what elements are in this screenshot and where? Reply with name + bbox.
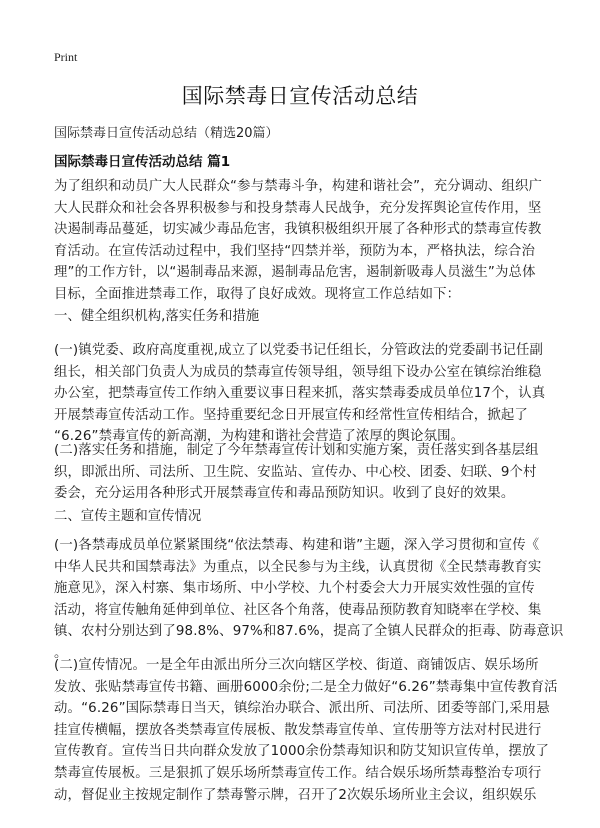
text-line: 。 [54,645,68,661]
document-title: 国际禁毒日宣传活动总结 [181,84,419,108]
text-line: 办公室，把禁毒宣传工作纳入重要议事日程来抓，落实禁毒委成员单位17个，认真 [54,386,546,402]
text-line: (二)落实任务和措施，制定了今年禁毒宣传计划和实施方案，责任落实到各基层组 [54,443,539,458]
text-line: 理”的工作方针，以“遏制毒品来源，遏制毒品危害，遏制新吸毒人员滋生”为总体 [54,265,536,281]
text-line: 目标，全面推进禁毒工作，取得了良好成效。现将宣工作总结如下： [54,286,461,302]
text-line: 育活动。在宣传活动过程中，我们坚持“四禁并举，预防为本，严格执法，综合治 [54,243,536,259]
heading-section-1: 一、健全组织机构,落实任务和措施 [54,309,260,324]
text-line: 开展禁毒宣传活动工作。坚持重要纪念日开展宣传和经常性宣传相结合，掀起了 [54,407,528,423]
text-line: 大人民群众和社会各界积极参与和投身禁毒人民战争，充分发挥舆论宣传作用，坚 [54,200,542,216]
text-line: 决遏制毒品蔓延，切实减少毒品危害，我镇积极组织开展了各种形式的禁毒宣传教 [54,222,542,238]
intro-paragraph [54,176,554,306]
paragraph-1-1 [54,340,554,448]
text-line: 为了组织和动员广大人民群众“参与禁毒斗争，构建和谐社会”，充分调动、组织广 [54,179,543,194]
text-line: 施意见》，深入村寨、集市场所、中小学校、九个村委会大力开展实效性强的宣传 [54,581,535,597]
text-line: 挂宣传横幅，摆放各类禁毒宣传展板、散发禁毒宣传单、宣传册等方法对村民进行 [54,722,542,738]
text-line: 委会，充分运用各种形式开展禁毒宣传和毒品预防知识。收到了良好的效果。 [54,486,515,502]
paragraph-2-2 [54,655,558,806]
paragraph-1-2 [54,440,554,505]
text-line: 发放、张贴禁毒宣传书籍、画册6000余份;二是全力做好“6.26”禁毒集中宣传教育活 [54,679,558,695]
text-line: 活动，将宣传触角延伸到单位、社区各个角落，使毒品预防教育知晓率在学校、集 [54,602,542,618]
text-line: (二)宣传情况。一是全年由派出所分三次向辖区学校、街道、商铺饭店、娱乐场所 [54,658,539,673]
text-line: “6.26”禁毒宣传的新高潮，为构建和谐社会营造了浓厚的舆论氛围。 [54,429,465,445]
text-line: 镇、农村分别达到了98.8%、97%和87.6%，提高了全镇人民群众的拒毒、防毒意识 [54,624,564,640]
paragraph-2-1 [54,535,564,665]
text-line: 动。“6.26”国际禁毒日当天，镇综治办联合、派出所、司法所、团委等部门,采用悬 [54,701,550,717]
document-subtitle: 国际禁毒日宣传活动总结（精选20篇） [54,126,279,141]
heading-section-2: 二、宣传主题和宣传情况 [54,509,202,524]
text-line: (一)各禁毒成员单位紧紧围绕“依法禁毒、构建和谐”主题，深入学习贯彻和宣传《 [54,538,540,553]
text-line: 动，督促业主按规定制作了禁毒警示牌，召开了2次娱乐场所业主会议，组织娱乐 [54,787,537,803]
text-line: (一)镇党委、政府高度重视,成立了以党委书记任组长，分管政法的党委副书记任副 [54,343,544,358]
text-line: 织，即派出所、司法所、卫生院、安监站、宣传办、中心校、团委、妇联、9个村 [54,464,537,480]
print-label: Print [54,50,78,64]
section-title: 国际禁毒日宣传活动总结 篇1 [54,154,231,170]
text-line: 禁毒宣传展板。三是狠抓了娱乐场所禁毒宣传工作。结合娱乐场所禁毒整治专项行 [54,765,542,781]
text-line: 组长，相关部门负责人为成员的禁毒宣传领导组，领导组下设办公室在镇综治维稳 [54,364,542,380]
text-line: 宣传教育。宣传当日共向群众发放了1000余份禁毒知识和防艾知识宣传单，摆放了 [54,744,550,760]
text-line: 中华人民共和国禁毒法》为重点，以全民参与为主线，认真贯彻《全民禁毒教育实 [54,559,542,575]
